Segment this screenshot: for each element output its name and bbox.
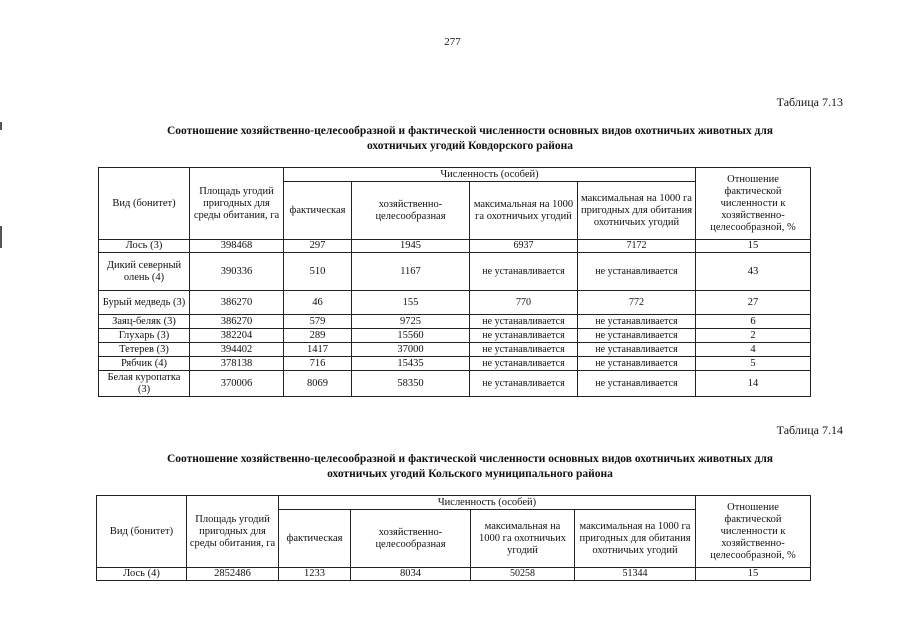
data-table-1 <box>98 167 811 397</box>
cell-economic: 15435 <box>352 357 470 371</box>
scan-edge-mark <box>0 122 2 130</box>
header-ratio: Отношение фактической численности к хозяйственно-целесообразной, % <box>696 168 811 240</box>
table-title-2-line1: Соотношение хозяйственно-целесообразной и фактической численности основных видов охотничьих животных для <box>166 453 774 465</box>
cell-max-hunting: не устанавливается <box>470 315 578 329</box>
cell-max-hunting: не устанавливается <box>470 253 578 291</box>
cell-area: 386270 <box>190 291 284 315</box>
cell-max-hunting: не устанавливается <box>470 343 578 357</box>
cell-actual: 579 <box>284 315 352 329</box>
cell-actual: 8069 <box>284 371 352 397</box>
cell-species: Дикий северный олень (4) <box>99 253 190 291</box>
cell-max-hunting: 50258 <box>471 568 575 581</box>
cell-actual: 1233 <box>279 568 351 581</box>
cell-economic: 1945 <box>352 240 470 253</box>
cell-species: Лось (3) <box>99 240 190 253</box>
cell-economic: 155 <box>352 291 470 315</box>
cell-economic: 9725 <box>352 315 470 329</box>
table-row <box>99 343 811 357</box>
cell-area: 370006 <box>190 371 284 397</box>
cell-area: 378138 <box>190 357 284 371</box>
cell-area: 386270 <box>190 315 284 329</box>
cell-ratio: 14 <box>696 371 811 397</box>
table-title-1-line2: охотничьих угодий Ковдорского района <box>366 140 574 152</box>
header-area: Площадь угодий пригодных для среды обитания, га <box>187 496 279 568</box>
table-2-body <box>97 568 811 581</box>
cell-ratio: 4 <box>696 343 811 357</box>
table-row <box>99 315 811 329</box>
table-title-1-line1: Соотношение хозяйственно-целесообразной и фактической численности основных видов охотничьих животных для <box>166 125 774 137</box>
cell-max-hunting: 770 <box>470 291 578 315</box>
cell-species: Бурый медведь (3) <box>99 291 190 315</box>
cell-max-suitable: не устанавливается <box>578 329 696 343</box>
cell-area: 390336 <box>190 253 284 291</box>
table-title-2-line2: охотничьих угодий Кольского муниципального района <box>327 468 613 480</box>
data-table-2 <box>96 495 811 581</box>
cell-max-suitable: не устанавливается <box>578 371 696 397</box>
page-number: 277 <box>444 36 461 48</box>
cell-economic: 15560 <box>352 329 470 343</box>
cell-actual: 1417 <box>284 343 352 357</box>
cell-actual: 289 <box>284 329 352 343</box>
table-label-1: Таблица 7.13 <box>776 95 843 109</box>
cell-economic: 37000 <box>352 343 470 357</box>
header-species: Вид (бонитет) <box>97 496 187 568</box>
header-count: Численность (особей) <box>284 168 696 182</box>
table-label-2: Таблица 7.14 <box>776 423 843 437</box>
cell-economic: 8034 <box>351 568 471 581</box>
table-row <box>99 357 811 371</box>
header-economic: хозяйственно-целесообразная <box>351 510 471 568</box>
cell-max-hunting: не устанавливается <box>470 371 578 397</box>
cell-max-suitable: 772 <box>578 291 696 315</box>
table-row <box>99 291 811 315</box>
cell-species: Рябчик (4) <box>99 357 190 371</box>
cell-area: 2852486 <box>187 568 279 581</box>
cell-max-suitable: 7172 <box>578 240 696 253</box>
cell-ratio: 5 <box>696 357 811 371</box>
cell-max-hunting: не устанавливается <box>470 329 578 343</box>
cell-actual: 716 <box>284 357 352 371</box>
cell-max-suitable: не устанавливается <box>578 315 696 329</box>
table-row <box>99 329 811 343</box>
cell-ratio: 15 <box>696 568 811 581</box>
table-row <box>99 240 811 253</box>
cell-ratio: 2 <box>696 329 811 343</box>
cell-species: Лось (4) <box>97 568 187 581</box>
header-count: Численность (особей) <box>279 496 696 510</box>
cell-species: Белая куропатка (3) <box>99 371 190 397</box>
cell-max-suitable: не устанавливается <box>578 343 696 357</box>
cell-actual: 46 <box>284 291 352 315</box>
header-species: Вид (бонитет) <box>99 168 190 240</box>
cell-species: Глухарь (3) <box>99 329 190 343</box>
header-economic: хозяйственно-целесообразная <box>352 182 470 240</box>
cell-max-suitable: не устанавливается <box>578 253 696 291</box>
cell-species: Тетерев (3) <box>99 343 190 357</box>
header-actual: фактическая <box>279 510 351 568</box>
cell-max-suitable: не устанавливается <box>578 357 696 371</box>
header-area: Площадь угодий пригодных для среды обитания, га <box>190 168 284 240</box>
table-row <box>99 371 811 397</box>
header-max-hunting: максимальная на 1000 га охотничьих угодий <box>470 182 578 240</box>
cell-economic: 1167 <box>352 253 470 291</box>
cell-ratio: 15 <box>696 240 811 253</box>
cell-actual: 510 <box>284 253 352 291</box>
cell-area: 382204 <box>190 329 284 343</box>
cell-area: 394402 <box>190 343 284 357</box>
header-actual: фактическая <box>284 182 352 240</box>
header-max-hunting: максимальная на 1000 га охотничьих угодий <box>471 510 575 568</box>
cell-actual: 297 <box>284 240 352 253</box>
cell-max-suitable: 51344 <box>575 568 696 581</box>
cell-ratio: 43 <box>696 253 811 291</box>
table-title-2 <box>110 452 830 482</box>
scan-edge-mark <box>0 226 2 248</box>
header-max-suitable: максимальная на 1000 га пригодных для обитания охотничьих угодий <box>578 182 696 240</box>
table-title-1 <box>110 124 830 154</box>
cell-ratio: 27 <box>696 291 811 315</box>
cell-ratio: 6 <box>696 315 811 329</box>
cell-area: 398468 <box>190 240 284 253</box>
cell-species: Заяц-беляк (3) <box>99 315 190 329</box>
table-row <box>97 568 811 581</box>
cell-max-hunting: не устанавливается <box>470 357 578 371</box>
cell-economic: 58350 <box>352 371 470 397</box>
cell-max-hunting: 6937 <box>470 240 578 253</box>
header-ratio: Отношение фактической численности к хозяйственно-целесообразной, % <box>696 496 811 568</box>
table-1-body <box>99 240 811 397</box>
header-max-suitable: максимальная на 1000 га пригодных для обитания охотничьих угодий <box>575 510 696 568</box>
table-row <box>99 253 811 291</box>
